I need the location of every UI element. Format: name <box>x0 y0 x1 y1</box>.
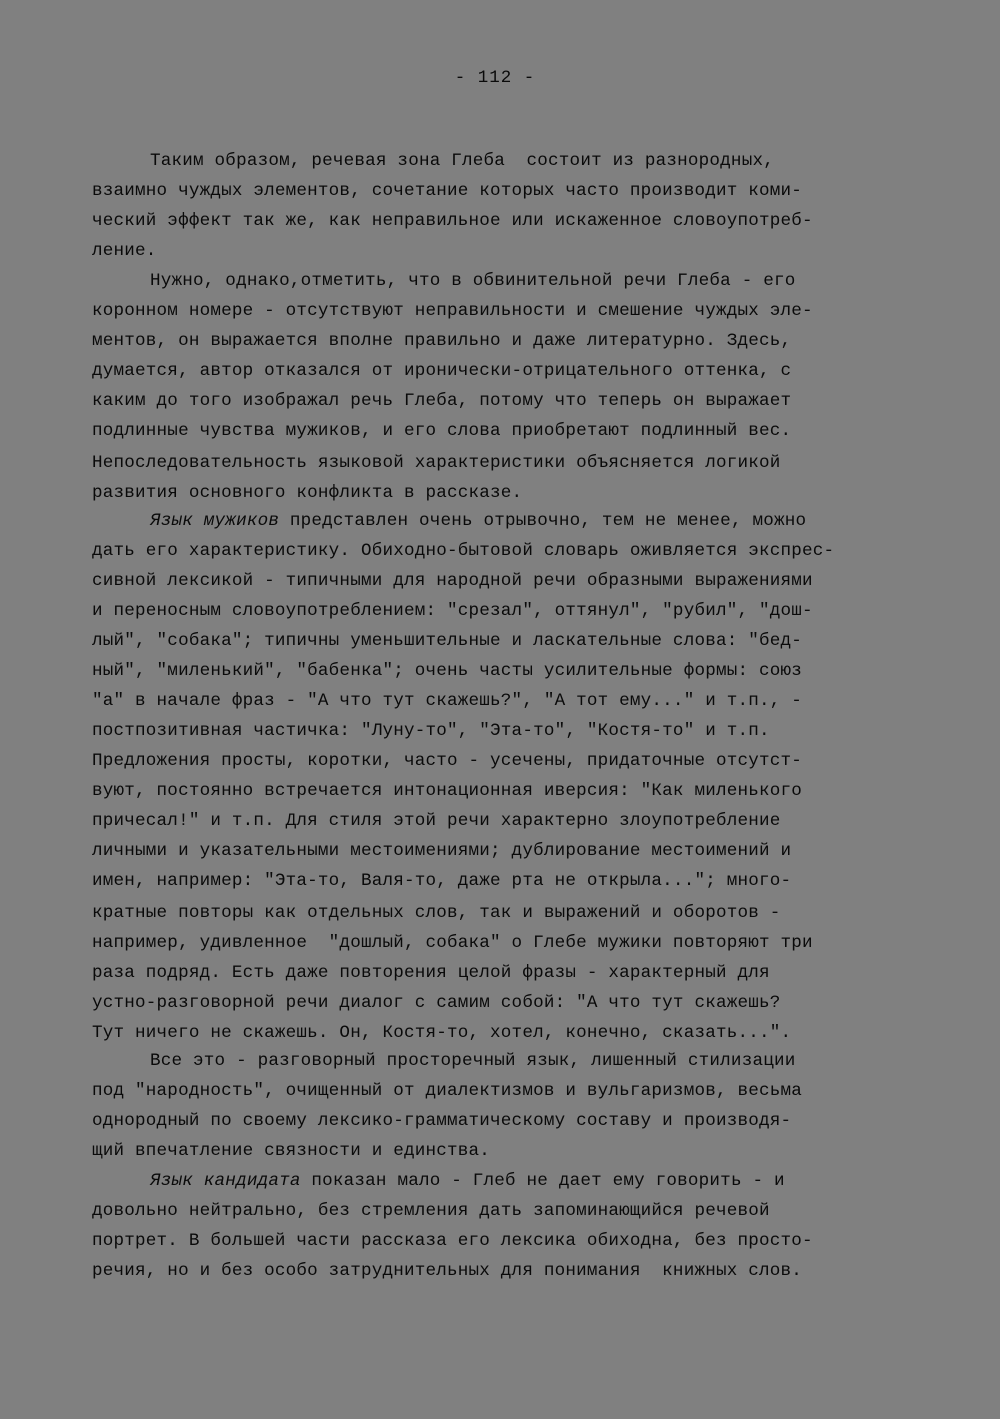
line-text: портрет. В большей части рассказа его лексика обиходна, без просто- <box>92 1231 813 1251</box>
line-text: Предложения просты, коротки, часто - усечены, придаточные отсутст- <box>92 751 803 771</box>
line-text: подлинные чувства мужиков, и его слова приобретают подлинный вес. <box>92 421 792 441</box>
text-line <box>92 813 781 831</box>
text-line <box>92 965 770 983</box>
text-line <box>92 995 781 1013</box>
line-text: "а" в начале фраз - "А что тут скажешь?", "А тот ему..." и т.п., - <box>92 691 803 711</box>
line-text: ментов, он выражается вполне правильно и даже литературно. Здесь, <box>92 331 792 351</box>
text-line <box>92 1113 791 1131</box>
text-line <box>92 573 813 591</box>
line-text: ческий эффект так же, как неправильное или искаженное словоупотреб- <box>92 211 813 231</box>
text-line <box>92 843 791 861</box>
text-line <box>92 1233 813 1251</box>
text-line <box>92 905 781 923</box>
text-line <box>150 1053 795 1071</box>
text-line <box>92 423 791 441</box>
text-line <box>92 663 802 681</box>
text-line <box>92 1025 791 1043</box>
line-text: речия, но и без особо затруднительных для понимания книжных слов. <box>92 1261 803 1281</box>
text-line <box>92 393 791 411</box>
line-text: коронном номере - отсутствуют неправильности и смешение чуждых эле- <box>92 301 813 321</box>
line-text: ление. <box>92 241 157 261</box>
line-text: раза подряд. Есть даже повторения целой фразы - характерный для <box>92 963 770 983</box>
text-line <box>150 1173 785 1191</box>
line-text: показан мало - Глеб не дает ему говорить - и <box>300 1171 785 1191</box>
line-text: Нужно, однако,отметить, что в обвинительной речи Глеба - его <box>150 271 796 291</box>
line-text: ный", "миленький", "бабенка"; очень часты усилительные формы: союз <box>92 661 803 681</box>
line-text: Все это - разговорный просторечный язык, лишенный стилизации <box>150 1051 796 1071</box>
text-line <box>92 455 781 473</box>
text-line <box>92 1143 490 1161</box>
line-text: сивной лексикой - типичными для народной речи образными выражениями <box>92 571 813 591</box>
line-text: Непоследовательность языковой характеристики объясняется логикой <box>92 453 781 473</box>
line-text: причесал!" и т.п. Для стиля этой речи характерно злоупотребление <box>92 811 781 831</box>
line-text: щий впечатление связности и единства. <box>92 1141 491 1161</box>
text-line <box>92 333 791 351</box>
line-text: постпозитивная частичка: "Луну-то", "Эта-то", "Костя-то" и т.п. <box>92 721 770 741</box>
line-text: например, удивленное "дошлый, собака" о Глебе мужики повторяют три <box>92 933 813 953</box>
line-text: личными и указательными местоимениями; дублирование местоимений и <box>92 841 792 861</box>
text-line <box>92 1083 802 1101</box>
page-number: - 112 - <box>454 68 536 88</box>
text-line <box>92 363 791 381</box>
text-line <box>150 273 795 291</box>
line-text: Таким образом, речевая зона Глеба состоит из разнородных, <box>150 151 774 171</box>
line-text: дать его характеристику. Обиходно-бытовой словарь оживляется экспрес- <box>92 541 835 561</box>
text-line <box>92 213 813 231</box>
text-line <box>92 873 791 891</box>
text-line <box>150 153 774 171</box>
line-text: развития основного конфликта в рассказе. <box>92 483 523 503</box>
text-line <box>92 543 834 561</box>
line-text: и переносным словоупотреблением: "срезал", оттянул", "рубил", "дош- <box>92 601 813 621</box>
text-line <box>92 1203 770 1221</box>
text-line <box>92 935 813 953</box>
line-text: однородный по своему лексико-грамматическому составу и производя- <box>92 1111 792 1131</box>
line-text: устно-разговорной речи диалог с самим собой: "А что тут скажешь? <box>92 993 781 1013</box>
text-line <box>92 603 813 621</box>
text-line <box>92 1263 802 1281</box>
text-line <box>92 303 813 321</box>
text-line <box>92 243 157 261</box>
text-line <box>92 633 802 651</box>
line-text: взаимно чуждых элементов, сочетание которых часто производит коми- <box>92 181 803 201</box>
line-text: представлен очень отрывочно, тем не менее, можно <box>279 511 807 531</box>
text-line <box>92 693 802 711</box>
line-text: думается, автор отказался от иронически-отрицательного оттенка, с <box>92 361 792 381</box>
line-text: Тут ничего не скажешь. Он, Костя-то, хотел, конечно, сказать...". <box>92 1023 792 1043</box>
text-line <box>92 183 802 201</box>
line-text: вуют, постоянно встречается интонационная иверсия: "Как миленького <box>92 781 803 801</box>
line-text: довольно нейтрально, без стремления дать запоминающийся речевой <box>92 1201 770 1221</box>
italic-term: Язык кандидата <box>150 1171 301 1191</box>
text-line <box>92 723 770 741</box>
line-text: лый", "собака"; типичны уменьшительные и ласкательные слова: "бед- <box>92 631 803 651</box>
line-text: имен, например: "Эта-то, Валя-то, даже рта не открыла..."; много- <box>92 871 792 891</box>
line-text: каким до того изображал речь Глеба, потому что теперь он выражает <box>92 391 792 411</box>
line-text: под "народность", очищенный от диалектизмов и вульгаризмов, весьма <box>92 1081 803 1101</box>
text-line <box>92 485 522 503</box>
text-line <box>92 753 802 771</box>
line-text: кратные повторы как отдельных слов, так и выражений и оборотов - <box>92 903 781 923</box>
text-line <box>92 783 802 801</box>
italic-term: Язык мужиков <box>150 511 280 531</box>
text-line <box>150 513 806 531</box>
